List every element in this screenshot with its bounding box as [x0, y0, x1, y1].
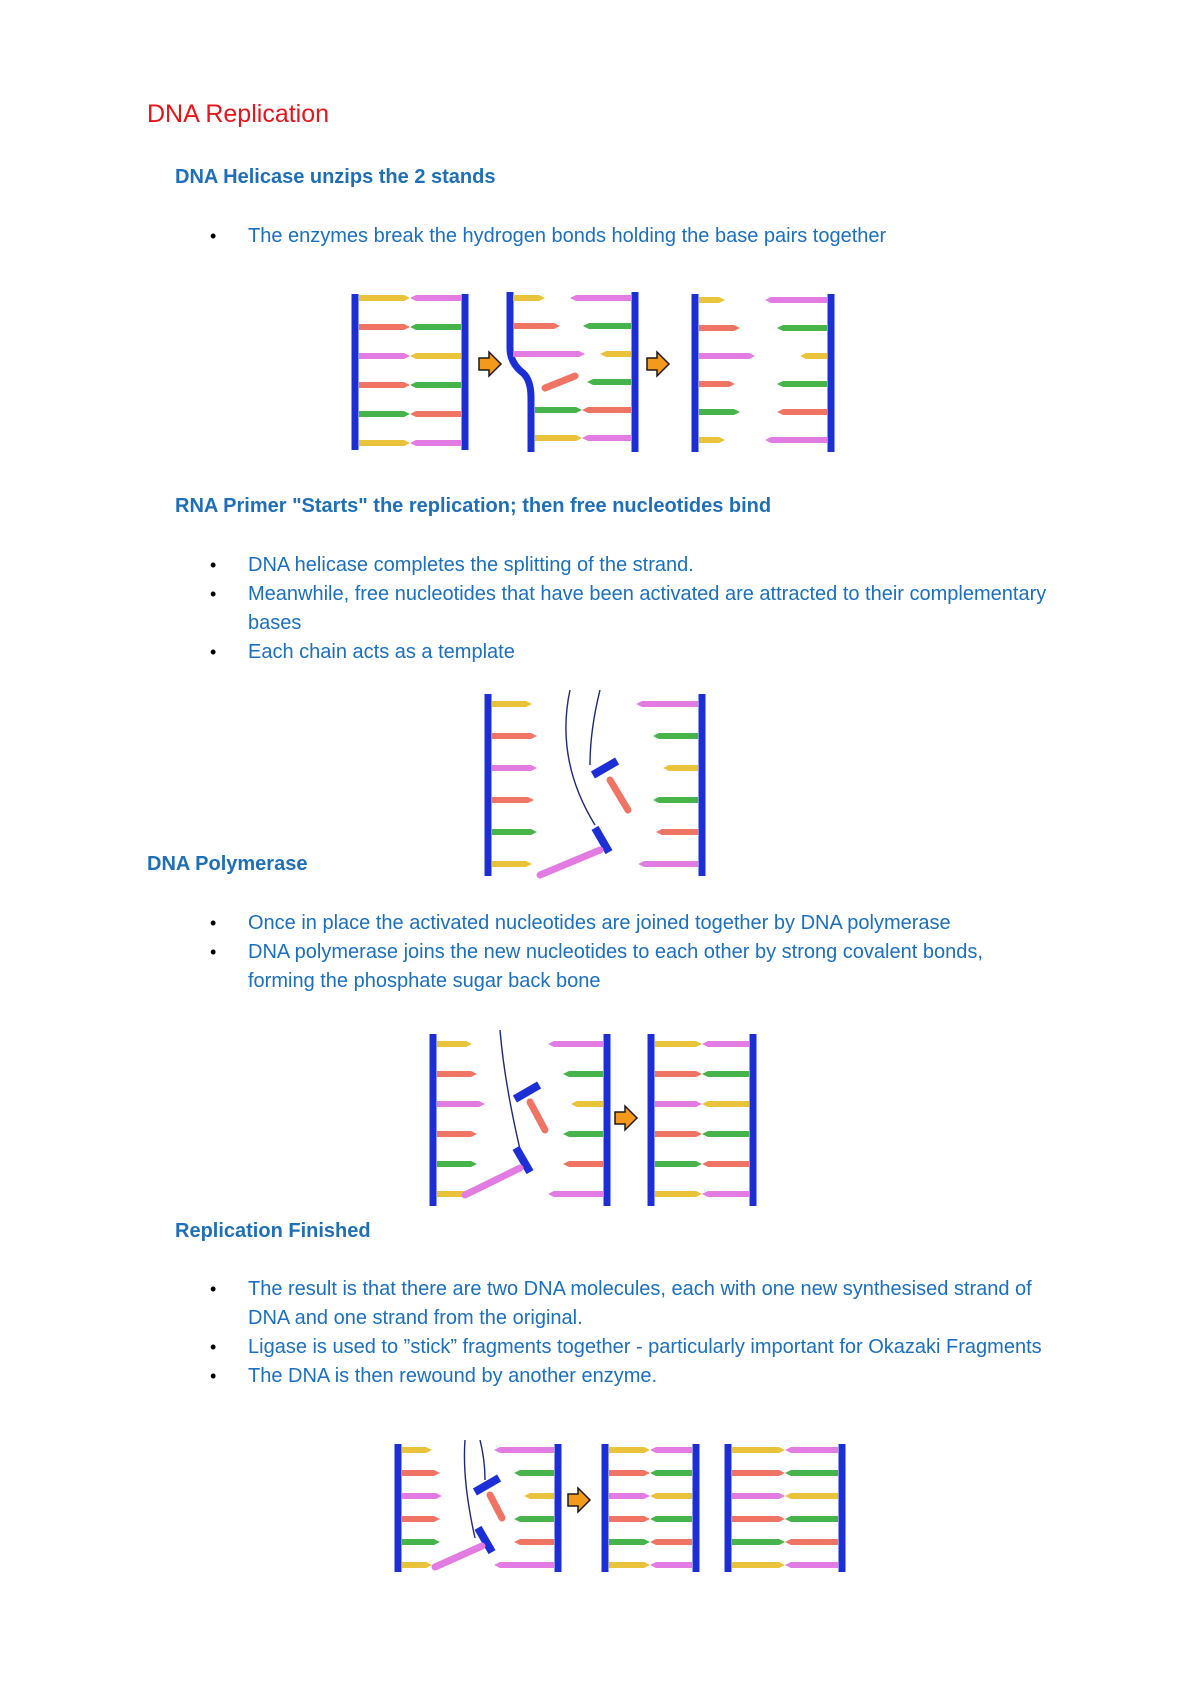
nucleotide-base: [653, 797, 698, 803]
nucleotide-base: [732, 1516, 785, 1522]
nucleotide-base: [570, 295, 631, 301]
nucleotide-base: [402, 1447, 432, 1453]
nucleotide-base: [514, 1470, 554, 1476]
nucleotide-base: [410, 295, 461, 301]
nucleotide-base: [702, 1161, 749, 1167]
nucleotide-base: [514, 1539, 554, 1545]
nucleotide-base: [785, 1516, 838, 1522]
free-nucleotide: [465, 1168, 520, 1195]
nucleotide-base: [732, 1539, 785, 1545]
nucleotide-base: [655, 1101, 702, 1107]
sugar-phosphate-backbone: [750, 1034, 757, 1206]
nucleotide-base: [548, 1191, 603, 1197]
nucleotide-base: [650, 1470, 692, 1476]
nucleotide-base: [650, 1539, 692, 1545]
list-item: • Meanwhile, free nucleotides that have been activated are attracted to their complementary bases: [210, 583, 1047, 634]
nucleotide-base: [359, 411, 410, 417]
nucleotide-base: [494, 1562, 554, 1568]
list-item: • Ligase is used to ”stick” fragments together - particularly important for Okazaki Fragments: [210, 1336, 1042, 1358]
nucleotide-base: [702, 1041, 749, 1047]
free-nucleotide: [540, 850, 600, 875]
nucleotide-base: [655, 1161, 702, 1167]
nucleotide-base: [702, 1131, 749, 1137]
nucleotide-base: [513, 295, 545, 301]
nucleotide-base: [513, 323, 560, 329]
nucleotide-base: [699, 325, 740, 331]
sugar-phosphate-backbone: [352, 294, 359, 450]
free-nucleotide: [490, 1495, 502, 1518]
sugar-phosphate-backbone: [462, 294, 469, 450]
nucleotide-base: [650, 1493, 692, 1499]
nucleotide-base: [765, 437, 827, 443]
free-nucleotide: [545, 376, 575, 388]
list-item: • The result is that there are two DNA molecules, each with one new synthesised strand of DNA and one strand from the original.: [210, 1278, 1032, 1329]
section-heading-polymerase: DNA Polymerase: [147, 853, 308, 875]
nucleotide-base: [410, 353, 461, 359]
helicase-unzipping-diagram: [345, 288, 855, 458]
bullet-list-helicase: [210, 222, 1048, 251]
replication-finished-diagram: [390, 1440, 850, 1575]
nucleotide-base: [548, 1041, 603, 1047]
nucleotide-base: [732, 1562, 785, 1568]
list-item: • Each chain acts as a template: [210, 641, 515, 663]
nucleotide-base: [609, 1516, 650, 1522]
nucleotide-base: [402, 1493, 442, 1499]
sugar-phosphate-backbone: [839, 1444, 846, 1572]
nucleotide-base: [785, 1447, 838, 1453]
nucleotide-base: [699, 437, 725, 443]
list-item: • Once in place the activated nucleotides are joined together by DNA polymerase: [210, 912, 951, 934]
nucleotide-base: [535, 435, 582, 441]
nucleotide-base: [571, 1101, 603, 1107]
sugar-phosphate-backbone: [725, 1444, 732, 1572]
nucleotides-binding-diagram: [480, 690, 720, 880]
sugar-phosphate-backbone: [648, 1034, 655, 1206]
sugar-phosphate-backbone: [485, 694, 492, 876]
nucleotide-base: [492, 861, 532, 867]
nucleotide-base: [655, 1131, 702, 1137]
nucleotide-base: [359, 295, 410, 301]
nucleotide-base: [359, 382, 410, 388]
nucleotide-base: [437, 1101, 485, 1107]
nucleotide-base: [587, 379, 631, 385]
nucleotide-base: [785, 1562, 838, 1568]
right-arrow-icon: [615, 1106, 637, 1130]
nucleotide-base: [702, 1101, 749, 1107]
sugar-phosphate-backbone: [693, 1444, 700, 1572]
nucleotide-base: [702, 1071, 749, 1077]
sugar-phosphate-backbone: [510, 292, 531, 452]
nucleotide-base: [732, 1470, 785, 1476]
polymerase-joining-diagram: [425, 1030, 765, 1210]
nucleotide-base: [563, 1161, 603, 1167]
nucleotide-base: [437, 1041, 472, 1047]
nucleotide-base: [699, 297, 725, 303]
nucleotide-base: [650, 1447, 692, 1453]
section-heading-finished: Replication Finished: [175, 1220, 371, 1242]
list-item: • The DNA is then rewound by another enzyme.: [210, 1365, 658, 1387]
nucleotide-base: [563, 1071, 603, 1077]
sugar-phosphate-backbone: [632, 292, 639, 452]
nucleotide-base: [732, 1493, 785, 1499]
sugar-phosphate-backbone: [604, 1034, 611, 1206]
nucleotide-base: [609, 1539, 650, 1545]
list-item: • The enzymes break the hydrogen bonds holding the base pairs together: [210, 225, 887, 247]
nucleotide-base: [410, 440, 461, 446]
nucleotide-base: [410, 324, 461, 330]
nucleotide-base: [492, 797, 534, 803]
nucleotide-base: [699, 409, 740, 415]
list-item: • DNA helicase completes the splitting of the strand.: [210, 554, 694, 576]
sugar-phosphate-backbone: [602, 1444, 609, 1572]
right-arrow-icon: [568, 1488, 590, 1512]
nucleotide-base: [359, 440, 410, 446]
polymerase-enzyme-icon: [513, 1082, 541, 1103]
nucleotide-base: [655, 1191, 702, 1197]
nucleotide-base: [785, 1539, 838, 1545]
free-nucleotide: [435, 1546, 482, 1567]
list-item: • DNA polymerase joins the new nucleotides to each other by strong covalent bonds, forming the phosphate sugar back bone: [210, 941, 983, 992]
nucleotide-base: [359, 353, 410, 359]
nucleotide-base: [402, 1470, 440, 1476]
nucleotide-base: [777, 409, 827, 415]
bullet-list-polymerase: [210, 909, 1048, 996]
nucleotide-base: [535, 407, 582, 413]
nucleotide-base: [699, 353, 755, 359]
nucleotide-base: [492, 701, 532, 707]
right-arrow-icon: [479, 352, 501, 376]
nucleotide-base: [492, 829, 537, 835]
nucleotide-base: [609, 1493, 650, 1499]
nucleotide-base: [583, 323, 631, 329]
nucleotide-base: [702, 1191, 749, 1197]
nucleotide-base: [402, 1562, 432, 1568]
nucleotide-base: [638, 861, 698, 867]
sugar-phosphate-backbone: [692, 294, 699, 452]
nucleotide-base: [600, 351, 631, 357]
nucleotide-base: [359, 324, 410, 330]
nucleotide-base: [609, 1447, 650, 1453]
section-heading-rna-primer: RNA Primer "Starts" the replication; then free nucleotides bind: [175, 495, 772, 517]
nucleotide-base: [663, 765, 698, 771]
nucleotide-base: [777, 381, 827, 387]
movement-arrow: [590, 690, 600, 765]
nucleotide-base: [494, 1447, 554, 1453]
nucleotide-base: [655, 1071, 702, 1077]
page-title: DNA Replication: [147, 100, 330, 128]
nucleotide-base: [699, 381, 735, 387]
movement-arrow: [480, 1440, 485, 1480]
nucleotide-base: [732, 1447, 785, 1453]
nucleotide-base: [437, 1131, 477, 1137]
nucleotide-base: [582, 407, 631, 413]
nucleotide-base: [800, 353, 827, 359]
nucleotide-base: [636, 701, 698, 707]
nucleotide-base: [513, 351, 585, 357]
right-arrow-icon: [647, 352, 669, 376]
nucleotide-base: [609, 1562, 650, 1568]
polymerase-enzyme-icon: [591, 758, 619, 779]
nucleotide-base: [650, 1516, 692, 1522]
nucleotide-base: [514, 1516, 554, 1522]
nucleotide-base: [777, 325, 827, 331]
nucleotide-base: [650, 1562, 692, 1568]
sugar-phosphate-backbone: [430, 1034, 437, 1206]
nucleotide-base: [524, 1493, 554, 1499]
sugar-phosphate-backbone: [699, 694, 706, 876]
sugar-phosphate-backbone: [828, 294, 835, 452]
bullet-list-rna-primer: [210, 551, 1048, 667]
nucleotide-base: [410, 382, 461, 388]
bullet-list-finished: [210, 1275, 1048, 1391]
nucleotide-base: [785, 1493, 838, 1499]
nucleotide-base: [765, 297, 827, 303]
nucleotide-base: [656, 829, 698, 835]
free-nucleotide: [530, 1102, 545, 1130]
nucleotide-base: [785, 1470, 838, 1476]
nucleotide-base: [402, 1516, 440, 1522]
nucleotide-base: [437, 1071, 477, 1077]
sugar-phosphate-backbone: [555, 1444, 562, 1572]
section-heading-helicase: DNA Helicase unzips the 2 stands: [175, 166, 496, 188]
nucleotide-base: [410, 411, 461, 417]
nucleotide-base: [653, 733, 698, 739]
sugar-phosphate-backbone: [395, 1444, 402, 1572]
nucleotide-base: [492, 765, 537, 771]
nucleotide-base: [402, 1539, 440, 1545]
nucleotide-base: [655, 1041, 702, 1047]
nucleotide-base: [582, 435, 631, 441]
polymerase-enzyme-icon: [473, 1475, 501, 1496]
nucleotide-base: [609, 1470, 650, 1476]
nucleotide-base: [492, 733, 537, 739]
nucleotide-base: [437, 1161, 477, 1167]
nucleotide-base: [563, 1131, 603, 1137]
free-nucleotide: [610, 780, 628, 810]
